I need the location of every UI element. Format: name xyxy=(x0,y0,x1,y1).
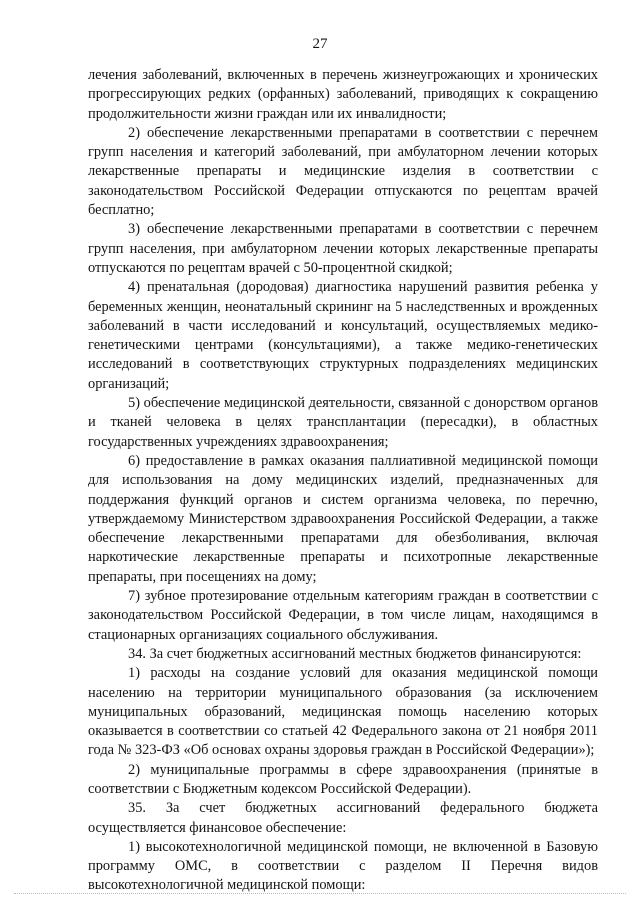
section-34-heading: 34. За счет бюджетных ассигнований местных бюджетов финансируются: xyxy=(128,645,582,662)
document-body xyxy=(88,66,598,896)
section-35-item-1: 1) высокотехнологичной медицинской помощи, не включенной в Базовую программу ОМС, в соответствии с разделом II Перечня видов высокотехнологичной медицинской помощи: xyxy=(88,838,598,894)
paragraph-item-5: 5) обеспечение медицинской деятельности, связанной с донорством органов и тканей человека в целях трансплантации (пересадки), в областных государственных учреждениях здравоохранения; xyxy=(88,395,598,450)
section-34-item-2: 2) муниципальные программы в сфере здравоохранения (принятые в соответствии с Бюджетным кодексом Российской Федерации). xyxy=(88,761,598,797)
section-34-item-1: 1) расходы на создание условий для оказания медицинской помощи населению на территории муниципального образования (за исключением муниципальных образований, медицинская помощь населению которых оказывается в соответствии со статьей 42 Федерального закона от 21 ноября 2011 года № 323-ФЗ «Об основах охраны здоровья граждан в Российской Федерации»); xyxy=(88,665,598,759)
paragraph-item-4: 4) пренатальная (дородовая) диагностика нарушений развития ребенка у беременных женщин, неонатальный скрининг на 5 наследственных и врожденных заболеваний в части исследований и консультаций, осуществляемых медико-генетическими центрами (консультациями), а также медико-генетических исследований в соответствующих структурных подразделениях медицинских организаций; xyxy=(88,279,598,392)
paragraph-continuation: лечения заболеваний, включенных в перечень жизнеугрожающих и хронических прогрессирующих редких (орфанных) заболеваний, приводящих к сокращению продолжительности жизни граждан или их инвалидности; xyxy=(88,67,598,122)
paragraph-item-6: 6) предоставление в рамках оказания паллиативной медицинской помощи для использования на дому медицинских изделий, предназначенных для поддержания функций органов и систем организма человека, по перечню, утверждаемому Министерством здравоохранения Российской Федерации, а также обеспечение лекарственными препаратами для обезболивания, включая наркотические лекарственные препараты и психотропные лекарственные препараты, при посещениях на дому; xyxy=(88,452,598,585)
section-35-heading: 35. За счет бюджетных ассигнований федерального бюджета осуществляется финансовое обеспечение: xyxy=(88,800,598,836)
paragraph-item-7: 7) зубное протезирование отдельным категориям граждан в соответствии с законодательством Российской Федерации, в том числе лицам, находящимся в стационарных организациях социального обслуживания. xyxy=(88,588,598,643)
page-number: 27 xyxy=(312,36,328,52)
scan-edge-line xyxy=(14,893,626,894)
paragraph-item-2: 2) обеспечение лекарственными препаратами в соответствии с перечнем групп населения и категорий заболеваний, при амбулаторном лечении которых лекарственные препараты и медицинские изделия в соответствии с законодательством Российской Федерации отпускаются по рецептам врачей бесплатно; xyxy=(88,124,598,219)
paragraph-item-3: 3) обеспечение лекарственными препаратами в соответствии с перечнем групп населения, при амбулаторном лечении которых лекарственные препараты отпускаются по рецептам врачей с 50-процентной скидкой; xyxy=(88,221,598,276)
